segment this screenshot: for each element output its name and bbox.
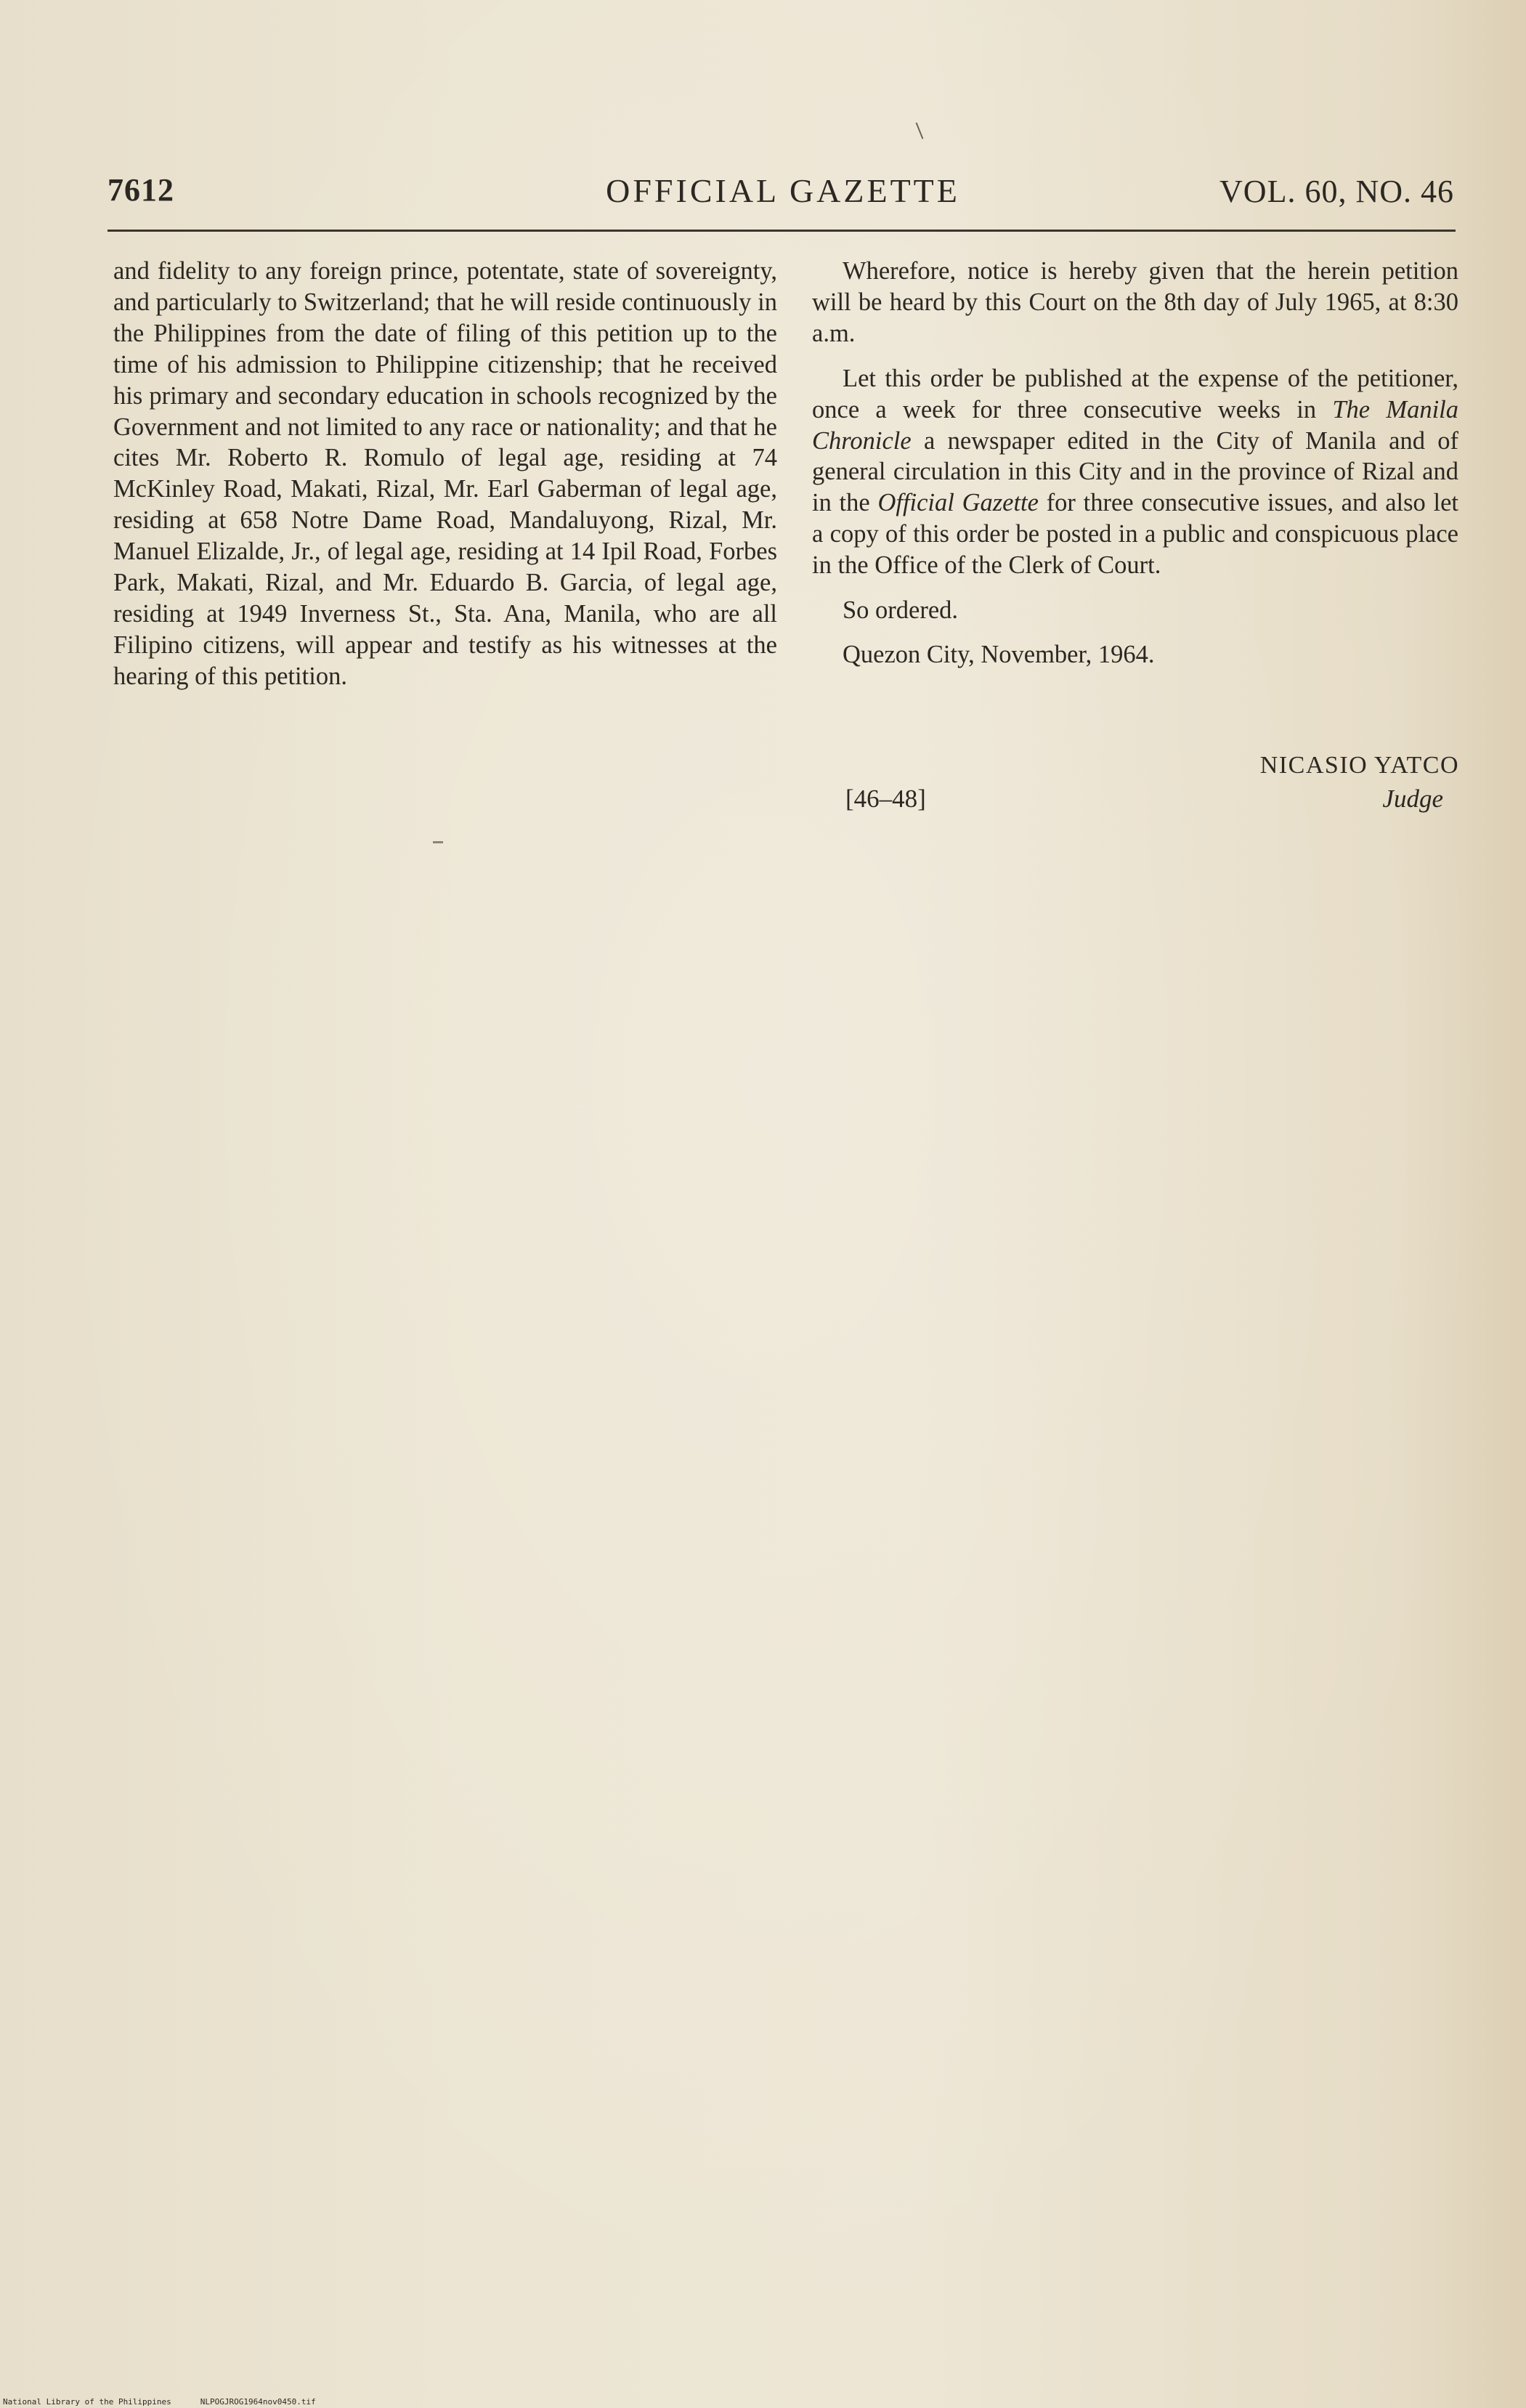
publication-order-paragraph [812, 363, 1458, 581]
right-column [812, 256, 1458, 670]
stray-ink-mark [916, 122, 924, 139]
place-date-line: Quezon City, November, 1964. [843, 640, 1155, 668]
publication-text-middle: a newspaper edited in the City of Manila and of general circulation in this City and in the province of Rizal and in the [812, 426, 1458, 517]
so-ordered-line: So ordered. [843, 596, 959, 625]
hearing-notice-paragraph: Wherefore, notice is hereby given that the herein petition will be heard by this Court on the 8th day of July 1965, at 8:30 a.m. [812, 257, 1458, 347]
petition-paragraph: and fidelity to any foreign prince, potentate, state of sovereignty, and particularly to Switzerland; that he will reside continuously in the Philippines from the date of filing of this petition up to the time of his admission to Philippine citizenship; that he received his primary and secondary education in schools recognized by the Government and not limited to any race or nationality; and that he cites Mr. Roberto R. Romulo of legal age, residing at 74 McKinley Road, Makati, Rizal, Mr. Earl Gaberman of legal age, residing at 658 Notre Dame Road, Mandaluyong, Rizal, Mr. Manuel Elizalde, Jr., of legal age, residing at 14 Ipil Road, Forbes Park, Makati, Rizal, and Mr. Eduardo B. Garcia, of legal age, residing at 1949 Inverness St., Sta. Ana, Manila, who are all Filipino citizens, will appear and testify as his witnesses at the hearing of this petition. [113, 257, 777, 690]
case-reference: [46–48] [845, 785, 926, 813]
stray-dash-mark [433, 841, 443, 843]
gazette-name: Official Gazette [877, 489, 1039, 517]
judge-title: Judge [1382, 785, 1443, 813]
judge-name-text: NICASIO YATCO [1259, 752, 1459, 779]
scan-footer [3, 2398, 345, 2407]
header-rule [107, 230, 1456, 232]
page-number: 7612 [107, 172, 174, 208]
library-name: National Library of the Philippines [3, 2397, 171, 2407]
publication-text-start: Let this order be published at the expense of the petitioner, once a week for three consecutive weeks in [812, 364, 1458, 423]
judge-name [1260, 752, 1459, 779]
scan-filename: NLPOGJROG1964nov0450.tif [200, 2397, 316, 2407]
volume-issue: VOL. 60, NO. 46 [1219, 174, 1454, 209]
left-column [113, 256, 777, 692]
journal-title: OFFICIAL GAZETTE [606, 172, 960, 209]
publication-text-end: for three consecutive issues, and also let a copy of this order be posted in a public and conspicuous place in the Office of the Clerk of Court. [812, 489, 1458, 580]
page-header [107, 169, 1458, 216]
newspaper-name: The Manila Chronicle [812, 395, 1458, 455]
